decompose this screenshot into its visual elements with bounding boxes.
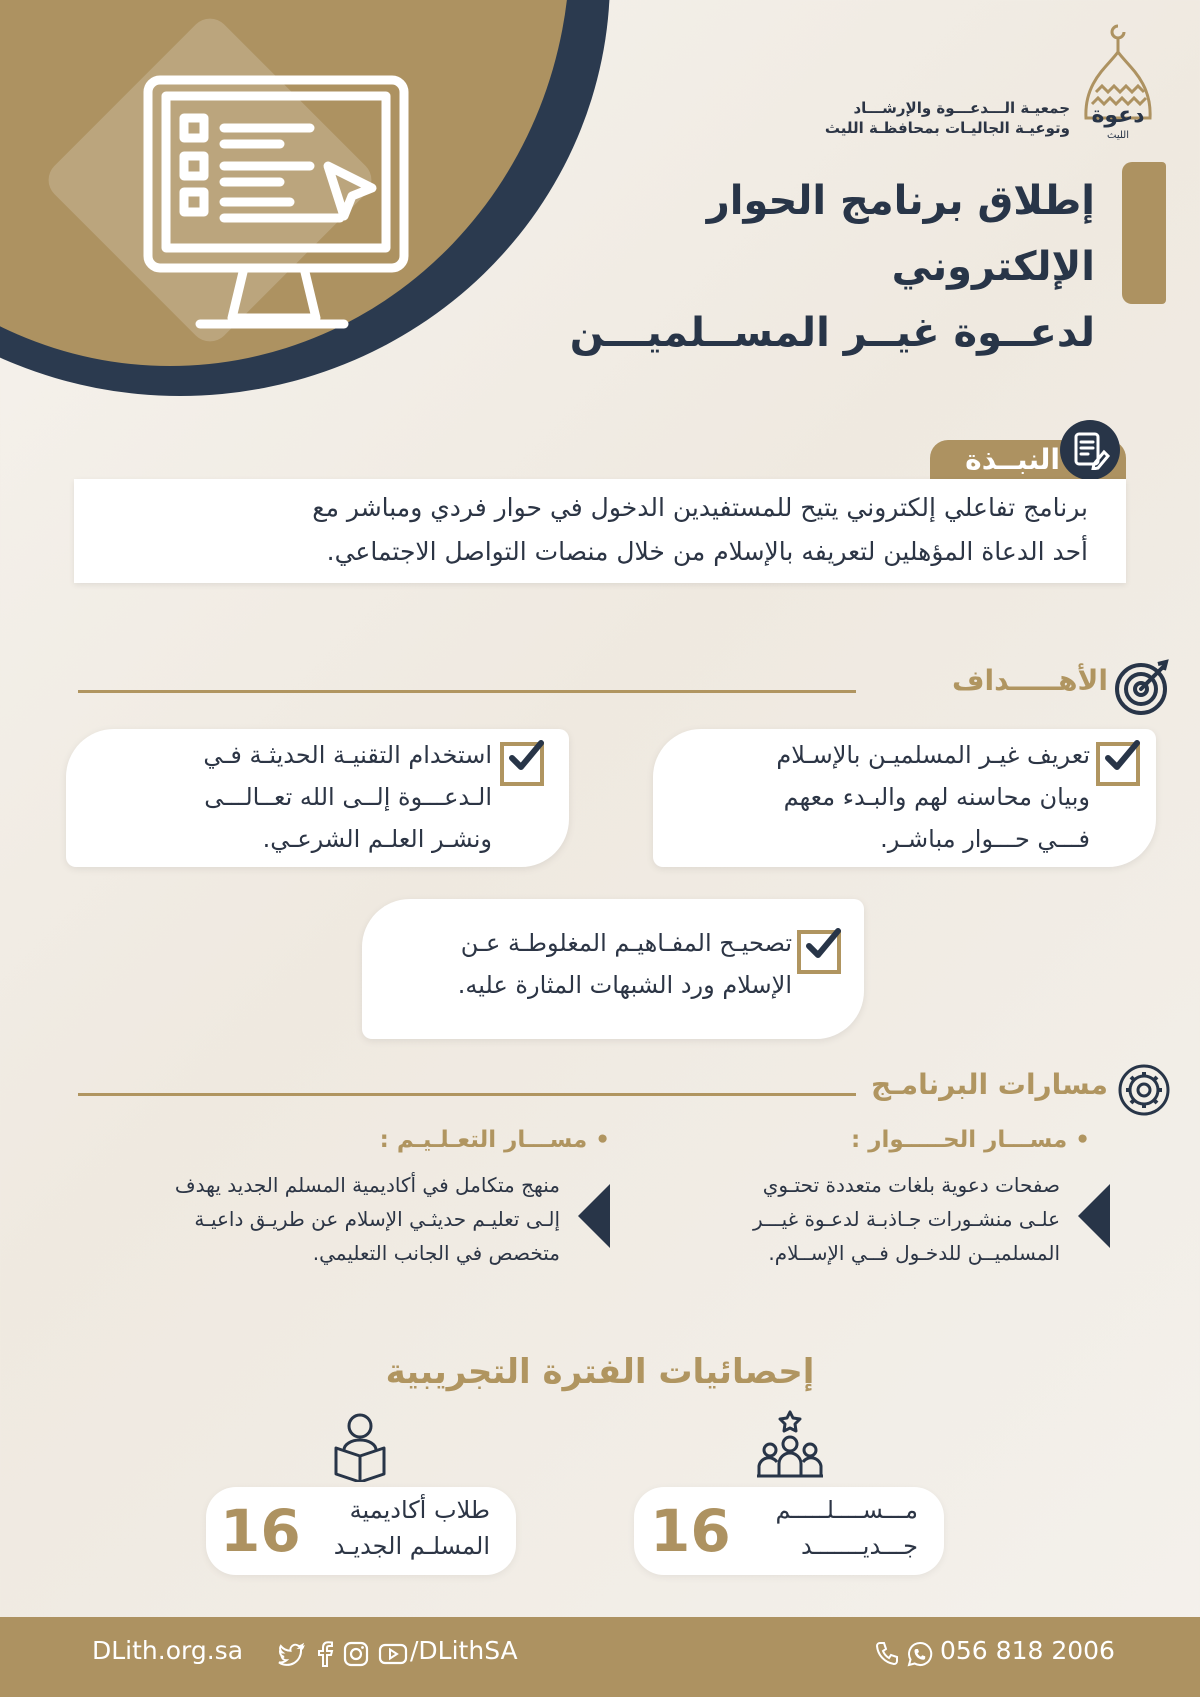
track-1-pointer bbox=[1078, 1184, 1110, 1248]
track-2-line-3: متخصص في الجانب التعليمي. bbox=[312, 1241, 560, 1265]
track-2-line-2: إلـى تعليـم حديثـي الإسلام عن طريـق داعيـة bbox=[194, 1207, 560, 1231]
track-1-head: • مســـار الحـــــوار : bbox=[851, 1127, 1090, 1153]
bio-line-1: برنامج تفاعلي إلكتروني يتيح للمستفيدين الدخول في حوار فردي ومباشر مع bbox=[312, 493, 1088, 522]
logo-emblem-word: دعوة bbox=[1091, 103, 1145, 128]
goal-2-line-3: ونشـر العلـم الشرعـي. bbox=[262, 825, 492, 853]
logo-line-2: وتوعيـة الجاليـات بمحافظـة الليث bbox=[824, 119, 1070, 137]
target-arrow-icon bbox=[1114, 658, 1172, 716]
track-2-head: • مســـار التعـلـيـم : bbox=[379, 1127, 610, 1153]
logo-line-1: جمعيـة الـــدعـــوة والإرشـــاد bbox=[853, 99, 1070, 117]
computer-monitor-checklist-icon bbox=[140, 72, 420, 334]
dome-crescent-icon bbox=[1078, 22, 1158, 142]
goal-3-line-1: تصحيـح المفـاهيـم المغلوطـة عـن bbox=[460, 929, 792, 957]
youtube-icon[interactable] bbox=[378, 1640, 408, 1668]
goal-1-line-3: فـــي حـــوار مباشـر. bbox=[880, 825, 1090, 853]
footer-phone-number[interactable]: 056 818 2006 bbox=[940, 1636, 1115, 1665]
stat-2-label bbox=[334, 1492, 490, 1564]
people-group-star-icon bbox=[755, 1410, 825, 1480]
tracks-divider bbox=[78, 1093, 856, 1096]
goal-3-line-2: الإسلام ورد الشبهات المثارة عليه. bbox=[457, 971, 792, 999]
goal-check-2 bbox=[500, 742, 544, 786]
track-2-text bbox=[60, 1168, 560, 1270]
stat-2-value: 16 bbox=[220, 1497, 301, 1565]
track-1-text bbox=[640, 1168, 1060, 1270]
twitter-icon[interactable] bbox=[278, 1640, 306, 1668]
page-title-line-1: إطلاق برنامج الحوار الإلكتروني bbox=[706, 178, 1095, 290]
goal-2-line-1: استخدام التقنيـة الحديثـة فـي bbox=[203, 741, 492, 769]
logo-org-name bbox=[800, 98, 1070, 138]
page-title bbox=[535, 168, 1095, 366]
bio-line-2: أحد الدعاة المؤهلين لتعريفه بالإسلام من خلال منصات التواصل الاجتماعي. bbox=[326, 537, 1088, 566]
whatsapp-icon bbox=[906, 1640, 934, 1668]
title-accent-bar bbox=[1122, 162, 1166, 304]
goal-1-line-2: وبيان محاسنه لهم والبـدء معهم bbox=[783, 783, 1090, 811]
stats-title: إحصائيات الفترة التجريبية bbox=[385, 1352, 815, 1392]
goal-2-line-2: الـدعـــوة إلــى الله تعــالـــى bbox=[204, 783, 492, 811]
goal-1-line-1: تعريف غيـر المسلميـن بالإسـلام bbox=[776, 741, 1090, 769]
goals-title: الأهـــــداف bbox=[951, 664, 1108, 697]
check-icon bbox=[1100, 736, 1140, 776]
instagram-icon[interactable] bbox=[342, 1640, 370, 1668]
bio-label: النبــذة bbox=[965, 443, 1060, 476]
goal-check-3 bbox=[797, 930, 841, 974]
goals-divider bbox=[78, 690, 856, 693]
track-1-line-1: صفحات دعوية بلغات متعددة تحتـوي bbox=[762, 1173, 1060, 1197]
track-2-line-1: منهج متكامل في أكاديمية المسلم الجديد يهدف bbox=[174, 1173, 560, 1197]
stat-1-line-2: جـــديـــــــد bbox=[800, 1532, 918, 1560]
goal-text-2 bbox=[72, 734, 492, 860]
tracks-title: مسارات البرنامـج bbox=[870, 1068, 1108, 1101]
logo-emblem-sub: الليث bbox=[1107, 130, 1129, 141]
stat-1-label bbox=[775, 1492, 918, 1564]
bio-text bbox=[78, 486, 1088, 574]
stat-2-line-2: المسلـم الجديـد bbox=[333, 1532, 490, 1560]
track-1-line-2: علـى منشـورات جـاذبـة لدعـوة غيـــر bbox=[752, 1207, 1060, 1231]
track-2-pointer bbox=[578, 1184, 610, 1248]
check-icon bbox=[504, 736, 544, 776]
footer-phone-icons bbox=[874, 1640, 934, 1668]
goal-text-3 bbox=[372, 922, 792, 1006]
stat-1-value: 16 bbox=[650, 1497, 731, 1565]
track-1-line-3: المسلميــن للدخـول فــي الإســلام. bbox=[768, 1241, 1060, 1265]
student-reading-icon bbox=[330, 1412, 390, 1482]
phone-icon bbox=[874, 1640, 900, 1668]
check-icon bbox=[801, 924, 841, 964]
gear-cycle-icon bbox=[1116, 1062, 1172, 1118]
footer-website-link[interactable]: DLith.org.sa bbox=[92, 1636, 244, 1665]
footer-social-icons bbox=[278, 1640, 408, 1668]
goal-check-1 bbox=[1096, 742, 1140, 786]
stat-1-line-1: مـــســــلـــــم bbox=[775, 1496, 918, 1524]
stat-2-line-1: طلاب أكاديمية bbox=[349, 1496, 490, 1524]
footer-social-handle[interactable]: /DLithSA bbox=[410, 1636, 518, 1665]
document-pen-icon bbox=[1060, 420, 1120, 480]
page-title-line-2: لدعــوة غيــر المســلميـــن bbox=[569, 310, 1095, 356]
facebook-icon[interactable] bbox=[314, 1640, 334, 1668]
goal-text-1 bbox=[670, 734, 1090, 860]
